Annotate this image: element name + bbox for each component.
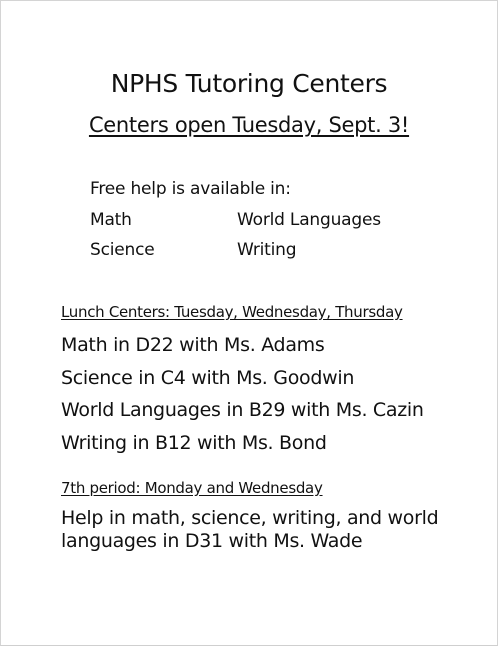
seventh-period-heading: 7th period: Monday and Wednesday [61,479,323,497]
subject-world-languages: World Languages [237,210,381,230]
free-help-intro: Free help is available in: [90,179,291,199]
subjects-grid [90,210,420,260]
subject-writing: Writing [237,240,297,260]
lunch-centers-heading: Lunch Centers: Tuesday, Wednesday, Thursday [61,303,403,321]
page-title: NPHS Tutoring Centers [110,69,388,98]
seventh-period-text: Help in math, science, writing, and world languages in D31 with Ms. Wade [61,507,439,552]
list-item: Math in D22 with Ms. Adams [61,334,325,356]
opening-date-subtitle: Centers open Tuesday, Sept. 3! [88,113,410,137]
list-item: World Languages in B29 with Ms. Cazin [61,399,424,421]
subject-science: Science [90,240,155,260]
list-item: Writing in B12 with Ms. Bond [61,431,327,454]
subject-math: Math [90,210,132,230]
lunch-centers-list [61,332,424,462]
list-item: Science in C4 with Ms. Goodwin [61,366,355,389]
